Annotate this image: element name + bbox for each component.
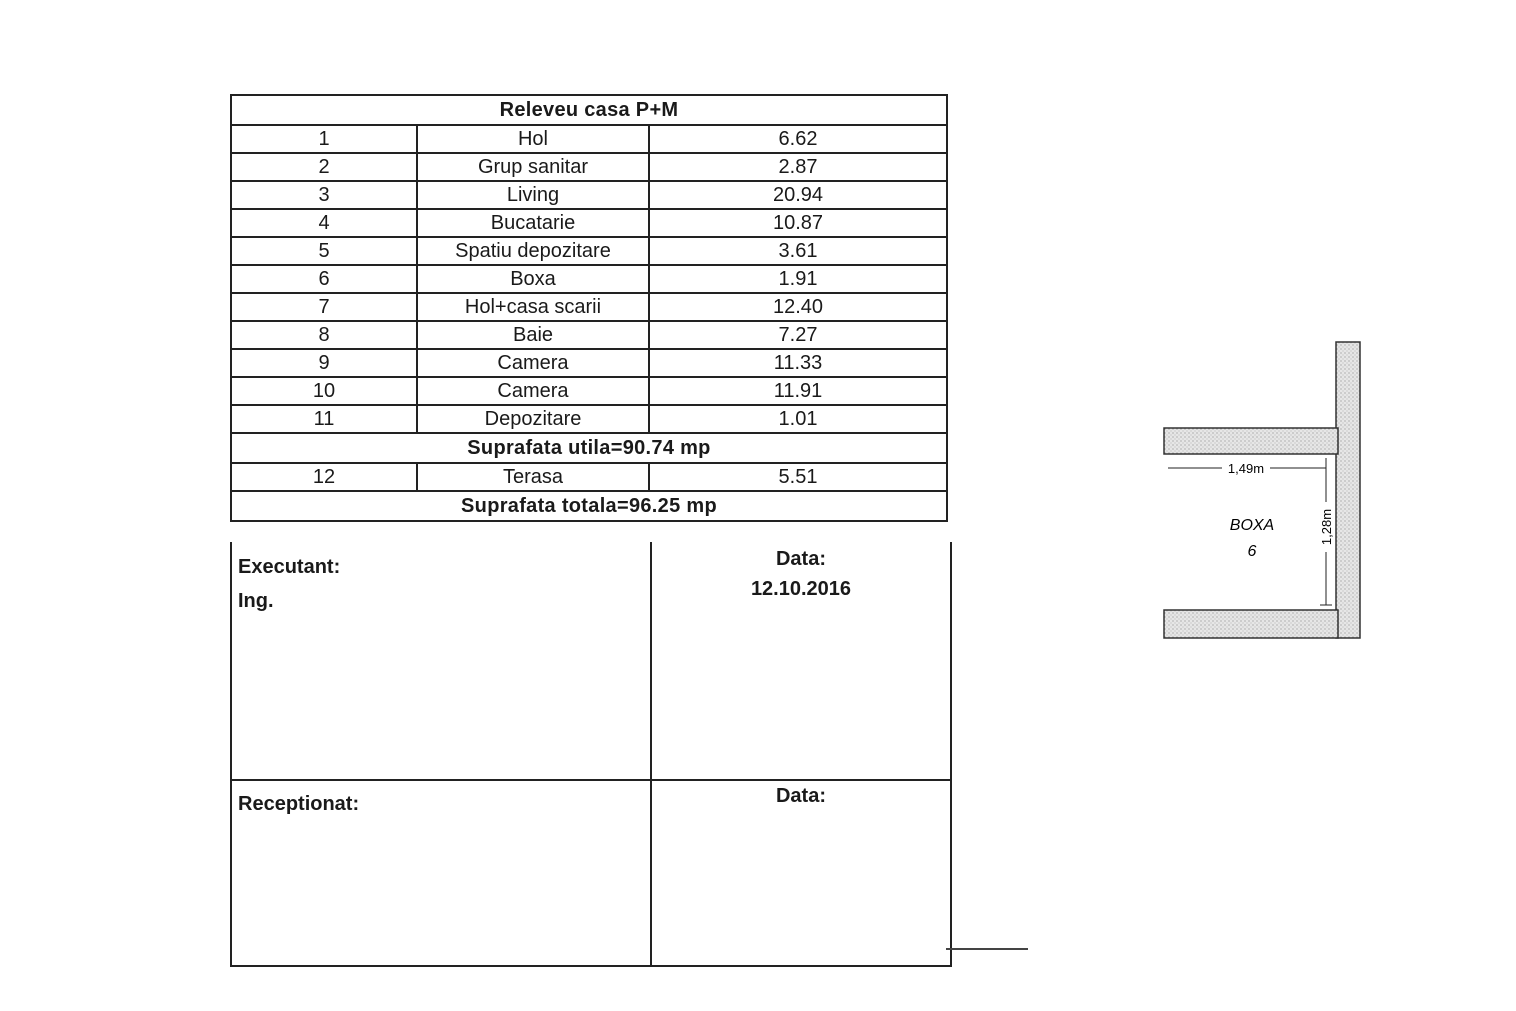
date-value-1: 12.10.2016 [750, 578, 852, 600]
table-row [231, 293, 947, 321]
room-name: Depozitare [417, 405, 649, 433]
table-title: Releveu casa P+M [231, 95, 947, 125]
room-name: Camera [417, 349, 649, 377]
row-number: 5 [231, 237, 417, 265]
row-number: 12 [231, 463, 417, 491]
total-area: Suprafata totala=96.25 mp [231, 491, 947, 521]
room-name: Bucatarie [417, 209, 649, 237]
table-row [231, 405, 947, 433]
table-row [231, 125, 947, 153]
table-row [231, 377, 947, 405]
room-area: 5.51 [649, 463, 947, 491]
room-label: BOXA [1229, 517, 1275, 534]
boxa-floor-plan [1140, 340, 1380, 650]
executant-label: Executant: [238, 556, 341, 578]
room-area: 7.27 [649, 321, 947, 349]
table-row [231, 463, 947, 491]
row-number: 4 [231, 209, 417, 237]
useful-area: Suprafata utila=90.74 mp [231, 433, 947, 463]
row-number: 6 [231, 265, 417, 293]
room-area: 1.01 [649, 405, 947, 433]
table-row [231, 349, 947, 377]
room-area: 10.87 [649, 209, 947, 237]
table-title-row [231, 95, 947, 125]
room-area: 12.40 [649, 293, 947, 321]
row-number: 11 [231, 405, 417, 433]
row-number: 7 [231, 293, 417, 321]
useful-area-row [231, 433, 947, 463]
room-name: Hol+casa scarii [417, 293, 649, 321]
room-area: 6.62 [649, 125, 947, 153]
receptionat-cell [232, 779, 652, 965]
row-number: 10 [231, 377, 417, 405]
row-number: 8 [231, 321, 417, 349]
relevu-table-container [230, 94, 946, 522]
room-area: 3.61 [649, 237, 947, 265]
engineer-label: Ing. [238, 590, 274, 612]
table-row [231, 209, 947, 237]
table-row [231, 321, 947, 349]
row-number: 1 [231, 125, 417, 153]
room-name: Baie [417, 321, 649, 349]
row-number: 3 [231, 181, 417, 209]
room-area: 2.87 [649, 153, 947, 181]
receptionat-label: Receptionat: [238, 793, 360, 815]
total-area-row [231, 491, 947, 521]
width-dimension: 1,49m [1227, 461, 1265, 476]
executant-cell [232, 542, 652, 779]
room-area: 20.94 [649, 181, 947, 209]
table-row [231, 265, 947, 293]
wall-top [1164, 428, 1338, 454]
table-row [231, 237, 947, 265]
boxa-plan-svg [1140, 340, 1380, 650]
baseline-extension [946, 948, 1028, 950]
wall-right [1336, 342, 1360, 638]
relevu-table [230, 94, 948, 522]
room-number: 6 [1247, 543, 1257, 560]
executant-section [230, 542, 952, 781]
height-dimension: 1,28m [1319, 508, 1334, 546]
row-number: 2 [231, 153, 417, 181]
wall-bottom [1164, 610, 1338, 638]
room-area: 11.33 [649, 349, 947, 377]
row-number: 9 [231, 349, 417, 377]
room-name: Living [417, 181, 649, 209]
room-area: 1.91 [649, 265, 947, 293]
room-area: 11.91 [649, 377, 947, 405]
receptionat-date-cell [652, 779, 950, 965]
table-row [231, 181, 947, 209]
date-label-2: Data: [775, 785, 826, 807]
room-name: Spatiu depozitare [417, 237, 649, 265]
room-name: Hol [417, 125, 649, 153]
receptionat-section [230, 779, 952, 967]
room-name: Terasa [417, 463, 649, 491]
executant-date-cell [652, 542, 950, 779]
room-name: Boxa [417, 265, 649, 293]
date-label-1: Data: [775, 548, 826, 570]
table-row [231, 153, 947, 181]
room-name: Camera [417, 377, 649, 405]
room-name: Grup sanitar [417, 153, 649, 181]
